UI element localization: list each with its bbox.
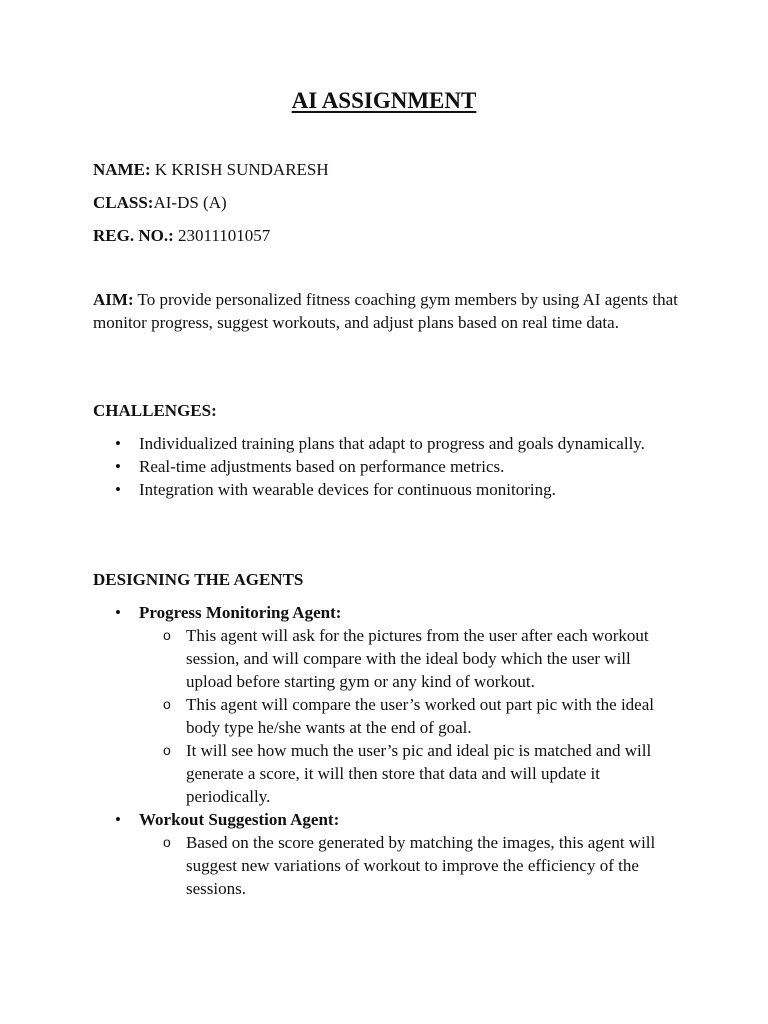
document-title <box>0 86 768 116</box>
reg-no-line <box>93 224 270 247</box>
aim-paragraph <box>93 288 683 334</box>
reg-no-value: 23011101057 <box>173 226 271 245</box>
agent-item <box>93 808 693 900</box>
challenge-item: • Integration with wearable devices for continuous monitoring. <box>93 478 693 501</box>
aim-text: To provide personalized fitness coaching gym members by using AI agents that monitor progress, suggest workouts, and adjust plans based on real time data. <box>93 290 678 332</box>
class-label: CLASS: <box>93 193 154 212</box>
challenges-heading: CHALLENGES: <box>93 401 217 420</box>
reg-no-label: REG. NO.: <box>93 226 174 245</box>
aim-label: AIM: <box>93 290 134 309</box>
agent-point: o This agent will compare the user’s worked out part pic with the ideal body type he/she wants at the end of goal. <box>139 693 676 739</box>
title-text: AI ASSIGNMENT <box>291 88 477 113</box>
agent-points <box>139 831 693 900</box>
agents-list <box>93 601 693 900</box>
class-value: AI-DS (A) <box>153 193 227 212</box>
name-value: K KRISH SUNDARESH <box>150 160 329 179</box>
agents-heading: DESIGNING THE AGENTS <box>93 570 304 589</box>
agent-item <box>93 601 693 808</box>
name-label: NAME: <box>93 160 151 179</box>
challenge-item: • Real-time adjustments based on performance metrics. <box>93 455 693 478</box>
agent-points <box>139 624 693 808</box>
agent-point: o This agent will ask for the pictures from the user after each workout session, and will compare with the ideal body which the user will upload before starting gym or any kind of workout. <box>139 624 676 693</box>
agent-title: Progress Monitoring Agent: <box>139 603 342 622</box>
agent-title: Workout Suggestion Agent: <box>139 810 340 829</box>
challenge-item: • Individualized training plans that adapt to progress and goals dynamically. <box>93 432 693 455</box>
class-line <box>93 191 227 214</box>
name-line <box>93 158 329 181</box>
agent-point: o Based on the score generated by matching the images, this agent will suggest new variations of workout to improve the efficiency of the sessions. <box>139 831 676 900</box>
challenges-list <box>93 432 693 501</box>
agent-point: o It will see how much the user’s pic and ideal pic is matched and will generate a score, it will then store that data and will update it periodically. <box>139 739 676 808</box>
